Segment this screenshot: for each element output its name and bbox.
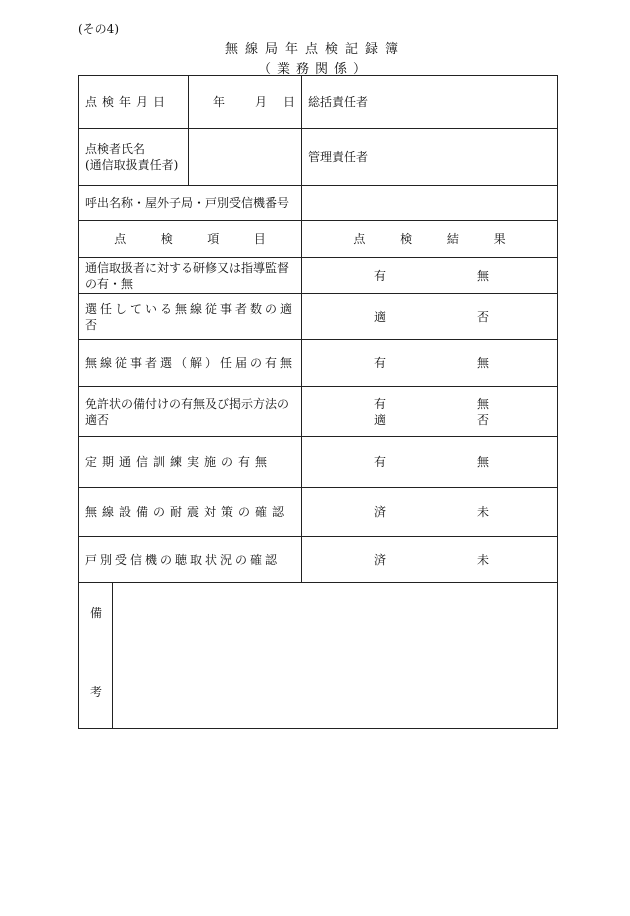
- table-row: [79, 258, 558, 294]
- remarks-label: [79, 583, 113, 729]
- items-heading-char: 目: [253, 232, 266, 246]
- remarks-label-char: 考: [89, 685, 102, 699]
- result-option-left-2[interactable]: 適: [374, 412, 387, 427]
- result-option-right[interactable]: 無: [477, 356, 490, 370]
- items-heading-char: 検: [160, 232, 173, 246]
- date-day-label: 日: [283, 95, 296, 109]
- item-label: 無線従事者選（解）任届の有無: [79, 340, 302, 387]
- inspection-date-field[interactable]: [189, 76, 302, 129]
- result-option-right[interactable]: 否: [477, 309, 490, 324]
- remarks-label-char: 備: [89, 606, 102, 620]
- result-option-left[interactable]: 済: [374, 552, 387, 567]
- table-row: [79, 437, 558, 488]
- item-label: 無線設備の耐震対策の確認: [79, 488, 302, 537]
- inspection-record-table: [78, 75, 558, 729]
- item-result[interactable]: [302, 488, 558, 537]
- remarks-row: [79, 583, 558, 729]
- results-heading-char: 検: [400, 232, 413, 246]
- callsign-row: [79, 186, 558, 221]
- manager-label: 管理責任者: [308, 150, 369, 164]
- result-option-right[interactable]: 無: [477, 268, 490, 283]
- general-manager-field[interactable]: [302, 76, 558, 129]
- results-heading-char: 果: [493, 232, 506, 246]
- remarks-field[interactable]: [113, 583, 558, 729]
- item-result[interactable]: [302, 387, 558, 437]
- result-option-right-2[interactable]: 否: [477, 412, 490, 427]
- inspection-date-label: 点検年月日: [79, 76, 189, 129]
- date-row: [79, 76, 558, 129]
- callsign-label: 呼出名称・屋外子局・戸別受信機番号: [79, 186, 302, 221]
- item-result[interactable]: [302, 340, 558, 387]
- general-manager-label: 総括責任者: [308, 95, 369, 109]
- result-option-left[interactable]: 済: [374, 505, 387, 519]
- result-option-left[interactable]: 有: [374, 455, 387, 469]
- items-heading-char: 点: [114, 232, 127, 246]
- form-number-label: (その4): [78, 22, 119, 36]
- item-label: 選任している無線従事者数の適否: [79, 294, 302, 340]
- item-label: 免許状の備付けの有無及び掲示方法の適否: [79, 387, 302, 437]
- item-result[interactable]: [302, 437, 558, 488]
- result-option-right[interactable]: 無: [477, 396, 490, 411]
- item-result[interactable]: [302, 537, 558, 583]
- item-label: 通信取扱者に対する研修又は指導監督の有・無: [79, 258, 302, 294]
- inspector-name-note: (通信取扱責任者): [85, 158, 179, 172]
- item-result[interactable]: [302, 258, 558, 294]
- items-heading-char: 項: [207, 232, 220, 246]
- table-row: [79, 387, 558, 437]
- page-subtitle: （業務関係）: [257, 62, 372, 77]
- table-row: [79, 294, 558, 340]
- results-heading: [302, 221, 558, 258]
- result-option-left[interactable]: 有: [374, 356, 387, 370]
- results-heading-char: 結: [446, 232, 459, 246]
- result-option-right[interactable]: 未: [477, 552, 490, 567]
- column-heading-row: [79, 221, 558, 258]
- item-result[interactable]: [302, 294, 558, 340]
- result-option-left[interactable]: 有: [374, 396, 387, 411]
- date-year-label: 年: [213, 95, 226, 109]
- result-option-left[interactable]: 有: [374, 268, 387, 283]
- inspector-name-label: [79, 129, 189, 186]
- table-row: [79, 537, 558, 583]
- results-heading-char: 点: [353, 232, 366, 246]
- item-label: 戸別受信機の聴取状況の確認: [79, 537, 302, 583]
- result-option-left[interactable]: 適: [374, 309, 387, 324]
- table-row: [79, 340, 558, 387]
- date-month-label: 月: [255, 95, 268, 109]
- manager-field[interactable]: [302, 129, 558, 186]
- table-row: [79, 488, 558, 537]
- items-heading: [79, 221, 302, 258]
- inspector-row: [79, 129, 558, 186]
- item-label: 定期通信訓練実施の有無: [79, 437, 302, 488]
- inspector-name-field[interactable]: [189, 129, 302, 186]
- result-option-right[interactable]: 未: [477, 505, 490, 519]
- page-title: 無線局年点検記録簿: [224, 42, 405, 57]
- inspector-name-text: 点検者氏名: [85, 142, 146, 156]
- result-option-right[interactable]: 無: [477, 455, 490, 469]
- callsign-field[interactable]: [302, 186, 558, 221]
